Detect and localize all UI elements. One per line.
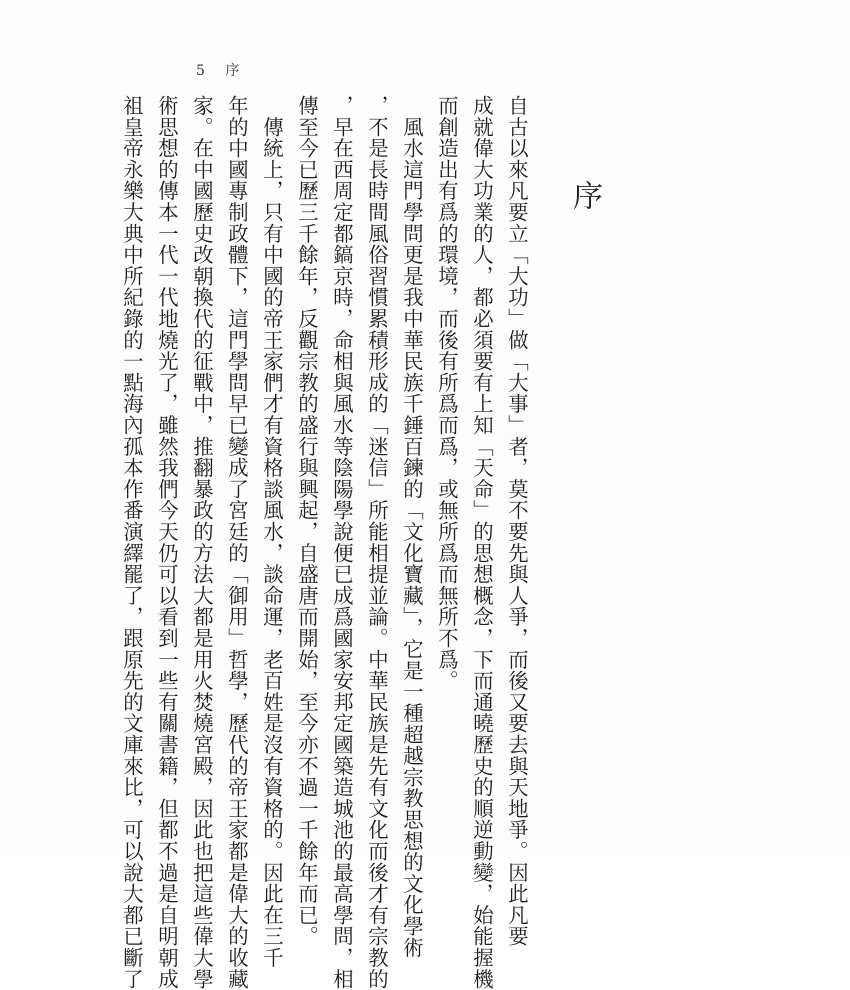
chapter-title: 序: [567, 180, 602, 210]
text-column: 傳至今已歷三千餘年，反觀宗教的盛行與興起，自盛唐而開始，至今亦不過一千餘年而已。: [295, 95, 319, 947]
text-column: 年的中國專制政體下，這門學問早已變成了宮廷的「御用」哲學，歷代的帝王家都是偉大的收藏: [225, 95, 249, 990]
text-column: 而創造出有爲的環境，而後有所爲而爲，或無所爲而無所不爲。: [435, 95, 459, 692]
text-column: 成就偉大功業的人，都必須要有上知「天命」的思想概念，下而通曉歷史的順逆動變，始能握機: [470, 95, 494, 990]
text-column: 祖皇帝永樂大典中所紀錄的一點海內孤本作番演繹罷了，跟原先的文庫來比，可以說大都已斷了: [120, 95, 144, 990]
text-column: 家。在中國歷史改朝換代的征戰中，推翻暴政的方法大都是用火焚燒宮殿，因此也把這些偉大學: [190, 95, 214, 990]
text-column: 術思想的傳本一代一代地燒光了，雖然我們今天仍可以看到一些有關書籍，但都不過是自明朝成: [155, 95, 179, 990]
body-text: [114, 95, 534, 990]
running-head-section: 序: [225, 63, 244, 79]
text-column: 自古以來凡要立「大功」做「大事」者，莫不要先與人爭，而後又要去與天地爭。因此凡要: [505, 95, 529, 947]
text-column: 傳統上，只有中國的帝王家們才有資格談風水，談命運，老百姓是沒有資格的。因此在三千: [260, 95, 284, 969]
page-number: 5: [196, 63, 209, 79]
running-head: [196, 60, 251, 80]
text-column: 風水這門學問更是我中華民族千錘百鍊的「文化寶藏」，它是一種超越宗教思想的文化學術: [400, 95, 424, 959]
text-column: ，不是長時間風俗習慣累積形成的「迷信」所能相提並論。中華民族是先有文化而後才有宗教的: [365, 95, 389, 990]
text-column: ，早在西周定都鎬京時，命相與風水等陰陽學說便已成爲國家安邦定國築造城池的最高學問，相: [330, 95, 354, 990]
